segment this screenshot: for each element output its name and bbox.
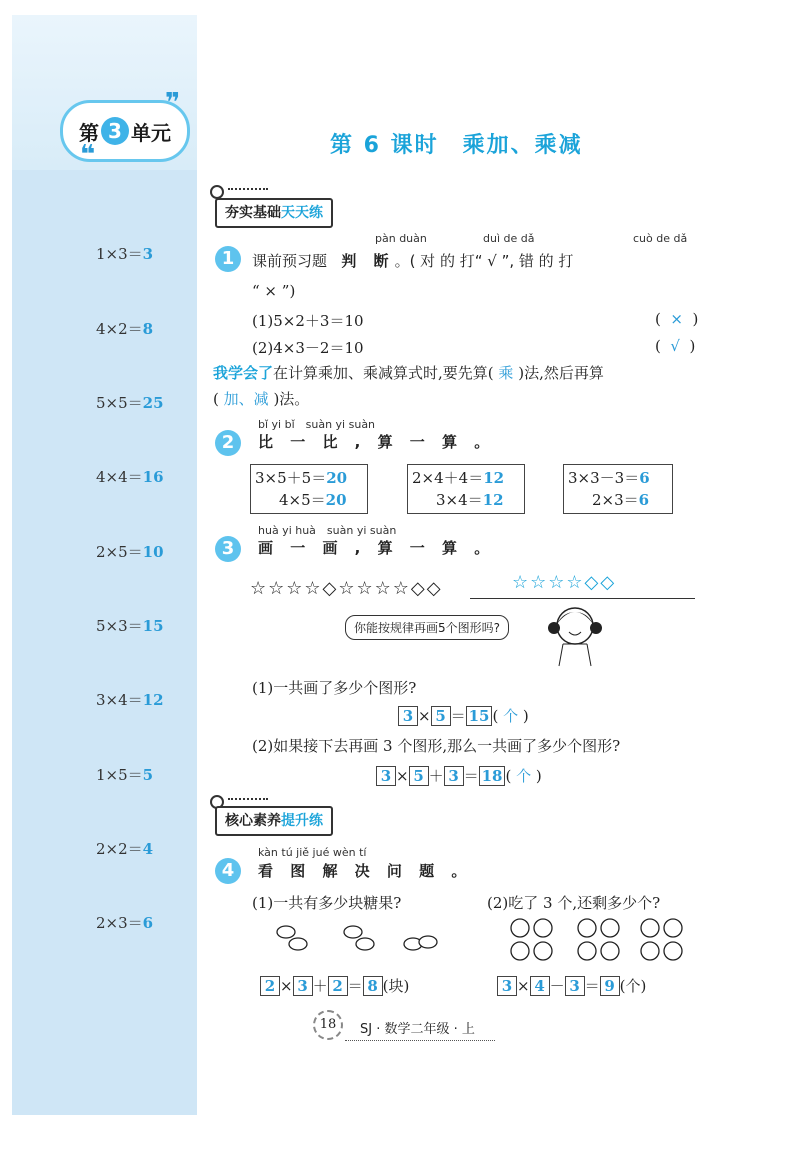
judgement-answer: ( × )	[655, 310, 699, 328]
equation: 3 × 5 ＋ 3 ＝ 18 ( 个 )	[376, 765, 542, 786]
compare-box: 3×5＋5＝20 4×5＝20	[250, 464, 368, 514]
pinyin: duì de dǎ	[483, 232, 535, 245]
question-text: 比 一 比 , 算 一 算 。	[258, 433, 496, 451]
apple-illustration	[505, 915, 695, 965]
section-tag-advanced: 核心素养提升练	[215, 806, 333, 836]
sidebar-fact: 4×4＝16	[96, 468, 164, 486]
compare-box: 2×4＋4＝12 3×4＝12	[407, 464, 525, 514]
answer-line	[470, 598, 695, 599]
page-title: 第 6 课时 乘加、乘减	[330, 133, 583, 158]
unit-suffix: 单元	[131, 120, 171, 145]
shape-pattern: ☆☆☆☆◇☆☆☆☆◇◇	[250, 578, 443, 599]
compare-box: 3×3－3＝6 2×3＝6	[563, 464, 673, 514]
sidebar	[12, 15, 197, 1115]
question-number: 4	[215, 858, 241, 884]
question-text: “ × ”)	[252, 282, 296, 300]
divider	[228, 798, 268, 806]
shape-answer: ☆☆☆☆◇◇	[512, 572, 617, 593]
question-text: 课前预习题 判 断。( 对 的 打“ √ ”, 错 的 打	[252, 252, 574, 270]
sidebar-fact: 2×2＝4	[96, 840, 154, 858]
sidebar-fact: 5×3＝15	[96, 617, 164, 635]
unit-number: 3	[101, 117, 129, 145]
candy-illustration	[268, 920, 458, 968]
girl-illustration	[545, 602, 605, 667]
question-text: 画 一 画 , 算 一 算 。	[258, 539, 496, 557]
pinyin: kàn tú jiě jué wèn tí	[258, 846, 367, 859]
divider	[345, 1040, 495, 1041]
sidebar-fact: 3×4＝12	[96, 691, 164, 709]
sub-question: (1)一共有多少块糖果?	[252, 894, 402, 912]
learned-note: 我学会了在计算乘加、乘减算式时,要先算( 乘 )法,然后再算	[213, 364, 604, 382]
question-number: 2	[215, 430, 241, 456]
pinyin: bǐ yi bǐ suàn yi suàn	[258, 418, 376, 431]
learned-note: ( 加、减 )法。	[213, 390, 310, 408]
sidebar-fact: 4×2＝8	[96, 320, 154, 338]
pinyin: pàn duàn	[375, 232, 427, 245]
judgement-item: (2)4×3－2＝10	[252, 339, 364, 357]
divider	[228, 188, 268, 196]
quote-mark-icon: ❞	[165, 88, 181, 118]
question-text: 看 图 解 决 问 题 。	[258, 862, 473, 880]
unit-prefix: 第	[79, 120, 99, 145]
judgement-answer: ( √ )	[655, 337, 696, 355]
sub-question: (1)一共画了多少个图形?	[252, 679, 417, 697]
sub-question: (2)吃了 3 个,还剩多少个?	[487, 894, 661, 912]
section-tag-basic: 夯实基础天天练	[215, 198, 333, 228]
sidebar-fact: 2×5＝10	[96, 543, 164, 561]
sidebar-fact: 1×3＝3	[96, 245, 154, 263]
sidebar-fact: 5×5＝25	[96, 394, 164, 412]
pinyin: huà yi huà suàn yi suàn	[258, 524, 397, 537]
equation: 3 × 4 － 3 ＝ 9 (个)	[497, 975, 646, 996]
equation: 3 × 5 ＝ 15 ( 个 )	[398, 705, 529, 726]
sidebar-fact: 2×3＝6	[96, 914, 154, 932]
judgement-item: (1)5×2＋3＝10	[252, 312, 364, 330]
page-number: 18	[313, 1010, 343, 1040]
pinyin: cuò de dǎ	[633, 232, 688, 245]
footer-text: SJ · 数学二年级 · 上	[360, 1022, 475, 1037]
sub-question: (2)如果接下去再画 3 个图形,那么一共画了多少个图形?	[252, 737, 621, 755]
quote-mark-icon: ❝	[80, 140, 96, 170]
question-number: 3	[215, 536, 241, 562]
sidebar-fact: 1×5＝5	[96, 766, 154, 784]
pin-icon	[210, 185, 224, 199]
equation: 2 × 3 ＋ 2 ＝ 8 (块)	[260, 975, 409, 996]
speech-bubble: 你能按规律再画5个图形吗?	[345, 615, 509, 640]
question-number: 1	[215, 246, 241, 272]
